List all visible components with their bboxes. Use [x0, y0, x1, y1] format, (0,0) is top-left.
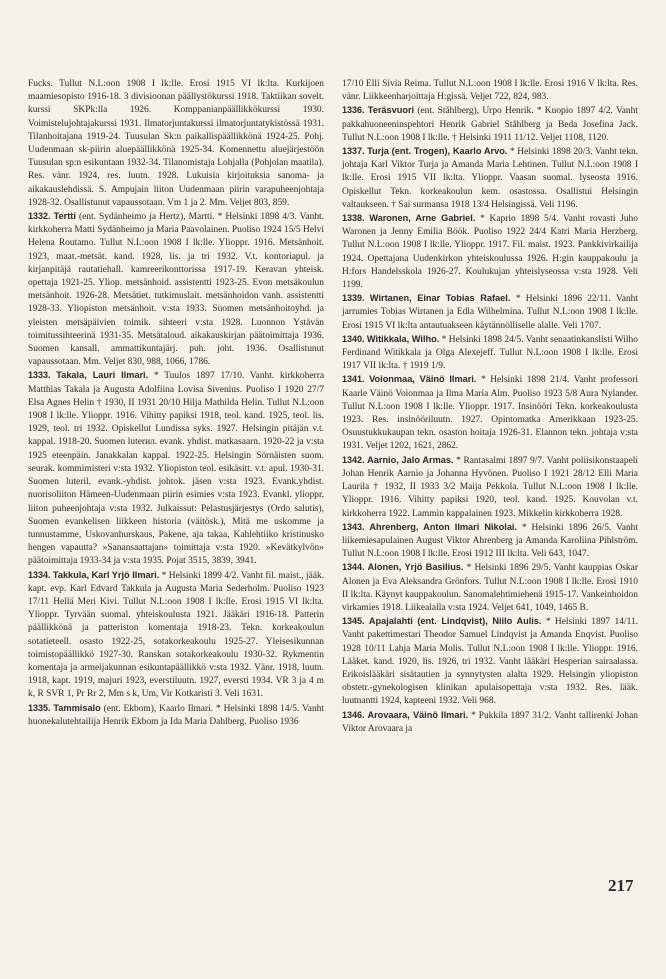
entry-number: 1343. — [342, 521, 365, 532]
entry-text: Fucks. Tullut N.L:oon 1908 I lk:lle. Erosi 1915 VI lk:lta. Kurkijoen maamiesopisto 1916-18. 3 divisioonan päällystökurssi 1918. Taktiikan sovelt. kurssi SKPk:lla 1926. Komppanianpäällikkökurssi 1930. Voimistelujohtajakurssi 1931. Ilmatorjuntakurssi ilmatorjuntatykistössä 1931. Tilanhoitajana 1919-24. Tuusulan Sk:n paikallispäällikkönä 1924-25. Pohj. Uudenmaan sk-piirin aluepäällikkönä 1925-34. Komennettu aluejärjestöön Tuusulan sp:n esikuntaan 1932-34. Tilanomistaja Lohjalla (Pohjolan maatila). Res. vänr. 1924, res. luutn. 1928. Lukuisia kirjoituksia sanoma- ja aikakauslehdissä. S. Ampujain liiton Uudenmaan piirin varapuheenjohtaja 1928-32. Osallistunut vapaussotaan. Vm 1 ja 2. Mm. Veljet 803, 859. — [28, 79, 324, 208]
entry-text: * Helsinki 1897 14/11. Vanht pakettimestari Theodor Samuel Lindqvist ja Amanda Enqvist. Puoliso 1928 10/11 Lahja Maria Molis. Tullut N.L:oon 1908 I lk:lle. Ylioppr. 1916. Lääket. kand. 1920, lis. 1926, tri 1932. Vanht lääkäri Hesperian sairaalassa. Erikoislääkäri sisätautien ja synnytysten alalta 1929. Helsingin yliopiston obstetr.-gynekologisen klinikan apulaisopettaja v:sta 1932. Res. lääk. luutnantti 1924, kapteeni 1932. Veli 968. — [342, 617, 639, 707]
entry-name: Takkula, Karl Yrjö Ilmari. — [52, 569, 160, 580]
entry-number: 1332. — [28, 211, 51, 222]
entry-number: 1344. — [342, 562, 365, 573]
biography-entry — [28, 210, 324, 369]
page-number: 217 — [608, 876, 634, 895]
entry-number: 1346. — [342, 709, 365, 720]
entry-name: Tammisalo — [53, 702, 101, 713]
biography-entry — [342, 145, 638, 212]
biography-entry — [28, 569, 324, 702]
entry-text: * Helsinki 1898 20/3. Vanht tekn. johtaja Karl Viktor Turja ja Amanda Maria Lehtinen. Tullut N.L:oon 1908 I lk:lle. Erosi 1915 VII lk:lta. Ylioppr. Vaasan suomal. lyseosta 1916. Opiskellut Tekn. korkeakoulun kem. osastossa. Osallistui Helsingin valtaukseen. † Sai surmansa 1918 13/4 Helsingissä. Veli 1196. — [342, 147, 639, 210]
entry-text: (ent. Sydänheimo ja Hertz), Martti. * Helsinki 1898 4/3. Vanht. kirkkoherra Matti Sydänheimo ja Maria Paavolainen. Puoliso 1924 15/5 Helvi Helena Routamo. Tullut N.L:oon 1908 I lk:lle. Ylioppr. 1916. Metsänhoit. 1923, maat.-metsät. kand. 1928, lis. ja tri 1932. V.t. kontoriapul. ja kirjanpitäjä rautatiehall. kamreerikonttorissa 1917-19. Keravan yhteisk. opettaja 1921-25. Yliop. metsänhoid. assistentti 1923-25. Evon metsäkoulun metsänhoit. 1926-28. Metsätiet. tutkimuslait. metsänhoidon vanh. assistentti 1928-33. Yliopiston metsänhoit. v:sta 1933. Suomen metsänhoitoyhd. ja yleisten metsäpäivien toimik. sihteeri v:sta 1928. Luonnon Ystävän toimitussihteerinä 1931-35. Metsätaloud. aikakauskirjan päätoimittaja 1936. Suomen kansall. ammattikuntajärj. puh. joht. 1936. Osallistunut vapaussotaan. Mm. Veljet 830, 988, 1066, 1786. — [28, 212, 325, 368]
entry-text: * Rantasalmi 1897 9/7. Vanht poliisikonstaapeli Johan Henrik Aarnio ja Johanna Hyvönen. Puoliso I 1921 28/12 Elli Maria Laurila † 1932, II 1933 3/2 Maija Pekkola. Tullut N.L:oon 1908 I lk:lle. Ylioppr. 1916. Vihitty papiksi 1920, teol. kand. 1925. Kouvolan v.t. kirkkoherra 1922. Lammin kappalainen 1923. Mikkelin kirkkoherra 1928. — [342, 455, 638, 519]
entry-name: Apajalahti (ent. Lindqvist), Niilo Aulis. — [368, 616, 542, 627]
left-column — [28, 78, 324, 729]
entry-text: * Kaprio 1898 5/4. Vanht rovasti Juho Waronen ja Jenny Emilia Böök. Puoliso 1922 24/4 Katri Maria Herzberg. Tullut N.L:oon 1908 I lk:lle. Ylioppr. 1917. Fil. maist. 1923. Pankkivirkailija 1924. Opettajana Uudenkirkon yhteiskoulussa 1926. H:gin kauppakoulu ja H:fors Handelsskola 1926-27. Koulukujan yhteislyseossa v:sta 1928. Veli 1199. — [342, 214, 638, 291]
entry-name: Waronen, Arne Gabriel. — [369, 213, 476, 224]
entry-name: Wirtanen, Einar Tobias Rafael. — [369, 293, 511, 304]
right-column — [342, 78, 638, 736]
biography-entry — [342, 709, 638, 736]
entry-text: 17/10 Elli Sivia Reima. Tullut N.L:oon 1908 I lk:lle. Erosi 1916 V lk:lta. Res. vänr. Liikkeenharjoittaja H:gissä. Veljet 722, 824, 983. — [342, 79, 638, 103]
entry-number: 1342. — [342, 454, 365, 465]
biography-entry — [28, 369, 324, 568]
entry-text: * Pukkila 1897 31/2. Vanht tallirenki Johan Viktor Arovaara ja — [342, 710, 639, 734]
biography-entry — [342, 292, 638, 333]
biography-entry — [342, 104, 638, 145]
biography-entry — [28, 702, 324, 729]
biography-entry — [342, 373, 638, 453]
entry-text: (ent. Ekbom), Kaarlo Ilmari. * Helsinki 1898 14/5. Vanht huonekalutehtailija Henrik Ekbom ja Ida Maria Dahlberg. Puoliso 1936 — [28, 703, 325, 727]
entry-name: Witikkala, Wilho. — [366, 333, 440, 344]
entry-name: Takala, Lauri Ilmari. — [56, 370, 149, 381]
entry-text: * Helsinki 1898 24/5. Vanht senaatinkanslisti Wilho Ferdinand Witikkala ja Olga Alexejeff. Tullut N.L:oon 1908 I lk:lle. Erosi 1917 VII lk:lta. † 1919 1/9. — [342, 334, 638, 372]
entry-name: Arovaara, Väinö Ilmari. — [367, 709, 469, 720]
entry-number: 1340. — [342, 333, 365, 344]
entry-number: 1337. — [342, 146, 365, 157]
entry-name: Tertti — [53, 211, 76, 222]
entry-number: 1345. — [342, 616, 365, 627]
entry-name: Turja (ent. Trogen), Kaarlo Arvo. — [367, 146, 508, 157]
entry-text: * Tuulos 1897 17/10. Vanht. kirkkoherra Matthias Takala ja Augusta Adolfiina Lovisa Sivenius. Puoliso I 1920 27/7 Elsa Agnes Helin † 1930, II 1931 20/10 Hilja Mathilda Helin. Tullut N.L:oon 1908 I lk:lle. Ylioppr. 1916. Vihitty papiksi 1918, teol. kand. 1925, teol. lis. 1929, teol. tri 1932. Opiskellut Lundissa syks. 1927. Helsingin pitäjän v.t. kappal. 1918-20. Suomen luterил. evank. yhdist. matkasaarn. 1920-22 ja v:sta 1925 eteenpäin. Janakkalan kappal. 1922-25. Helsingin Sörnäisten suom. seurak. kommimisteri v:sta 1932. Yliopiston teol. esikäsitt. v.t. apul. 1930-31. Suomen luteril. evank.-yhdist. johtok. jäsen v:sta 1923. Evank.yhdist. nuorisoliiton Hämeen-Uudenmaan piirin esimies v:sta 1923. Evankl. ylioppr. liiton puheenjohtaja v:sta 1932. Julkaissut: Pelastusjärjestys (Ordo salutis), Suomen evankelisen liikkeen historia (väitösk.), Mitä me uskomme ja tunnustamme, Uskovanhurskaus, Pakene, aja takaa, Kahlehtiiko kristinusko hengen vapautta? »Sanansaattajan» toimittaja v:sta 1920. »Kevätkylvön» päätoimittaja 1933-34 ja v:sta 1935. Pojat 3515, 3839, 3941. — [28, 371, 325, 567]
entry-text: * Helsinki 1898 21/4. Vanht professori Kaarle Väinö Voionmaa ja Ilma Maria Alm. Puoliso 1923 5/8 Aura Nylander. Tullut N.L:oon 1908 I lk:lle. Ylioppr. 1917. Insinööri Tekn. korkeakoulusta 1923. Res. insinööriluutn. 1927. Opintomatka Amerikkaan 1923-25. Osuustukkukaupan tekn. osaston hoitaja 1926-31. Elannon tekn. johtaja v:sta 1931. Veljet 1202, 1621, 2862. — [342, 375, 638, 452]
biography-entry — [342, 615, 638, 708]
biography-entry — [342, 333, 638, 374]
entry-number: 1335. — [28, 702, 51, 713]
entry-text: (ent. Ståhlberg), Urpo Henrik. * Kuopio 1897 4/2. Vanht pakkahuoneeninspehtori Henrik Gabriel Ståhlberg ja Beda Josefina Jack. Tullut N.L:oon 1908 I lk:lle. † Helsinki 1911 11/12. Veljet 1108, 1120. — [342, 106, 638, 143]
entry-number: 1339. — [342, 293, 365, 304]
biography-entry — [342, 561, 638, 615]
entry-name: Alonen, Yrjö Basilius. — [367, 562, 464, 573]
entry-number: 1336. — [342, 105, 365, 116]
entry-text: * Helsinki 1896 29/5. Vanht kauppias Oskar Alonen ja Eva Aleksandra Grönfors. Tullut N.L:oon 1908 I lk:lle. Erosi 1910 II lk:lta. Käynyt kauppakoulun. Sanomalehtimiehenä 1915-17. Vankeinhoidon virkamies 1918. Liikealalla v:sta 1924. Veljet 641, 1049, 1465 B. — [342, 563, 638, 613]
entry-name: Teräsvuori — [367, 105, 415, 116]
biography-entry — [342, 454, 638, 521]
entry-number: 1334. — [28, 569, 51, 580]
entry-number: 1338. — [342, 213, 365, 224]
biography-entry — [342, 521, 638, 562]
entry-text: * Helsinki 1899 4/2. Vanht fil. maist., jääk. kapt. evp. Karl Edvard Takkula ja Augusta Maria Sederholm. Puoliso 1923 17/11 Hellä Meri Kivi. Tullut N.L:oon 1908 I lk:lle. Erosi 1915 VI lk:lta. Ylioppr. Tyrvään suomal. yhteiskoulusta 1921. Jääkäri 1916-18. Patterin päällikkönä ja patteriston komentaja 1918-23. Tekn. korkeakoulun sotatieteell. osasto 1922-25, sotakorkeakoulu 1925-27. Yleisesikunnan toimistopäällikkö 1927-30. Ranskan sotakorkeakoulu 1930-32. Rykmentin komentaja ja armeijakunnan esikuntapäällikkö v:sta 1932. Vänr. 1918, luutn. 1918, kapt. 1919, majuri 1923, everstiluutn. 1927, eversti 1934. VR 3 ja 4 m k, R SVR 1, Pr Rr 2, Mm s k, Um, Vir Kotkaristi 3. Veli 1631. — [28, 570, 325, 700]
entry-name: Voionmaa, Väinö Ilmari. — [369, 374, 477, 385]
entry-text: * Helsinki 1896 22/11. Vanht jarrumies Tobias Wirtanen ja Edla Wilhelmina. Tullut N.L:oon 1908 I lk:lle. Erosi 1915 VI lk:lta antautuakseen käytännölliselle alalle. Veli 1707. — [342, 294, 639, 331]
biography-entry — [342, 78, 638, 104]
entry-name: Ahrenberg, Anton Ilmari Nikolai. — [369, 521, 518, 532]
entry-text: * Helsinki 1896 26/5. Vanht liikemiesapulainen August Viktor Ahrenberg ja Amanda Karoliina Pihlström. Tullut N.L:oon 1908 I lk:lle. Erosi 1912 III lk:lta. Veli 643, 1047. — [342, 522, 639, 560]
entry-number: 1333. — [28, 370, 51, 381]
entry-name: Aarnio, Jalo Armas. — [367, 454, 454, 465]
entry-number: 1341. — [342, 374, 365, 385]
biography-entry — [28, 78, 324, 210]
biography-entry — [342, 212, 638, 292]
